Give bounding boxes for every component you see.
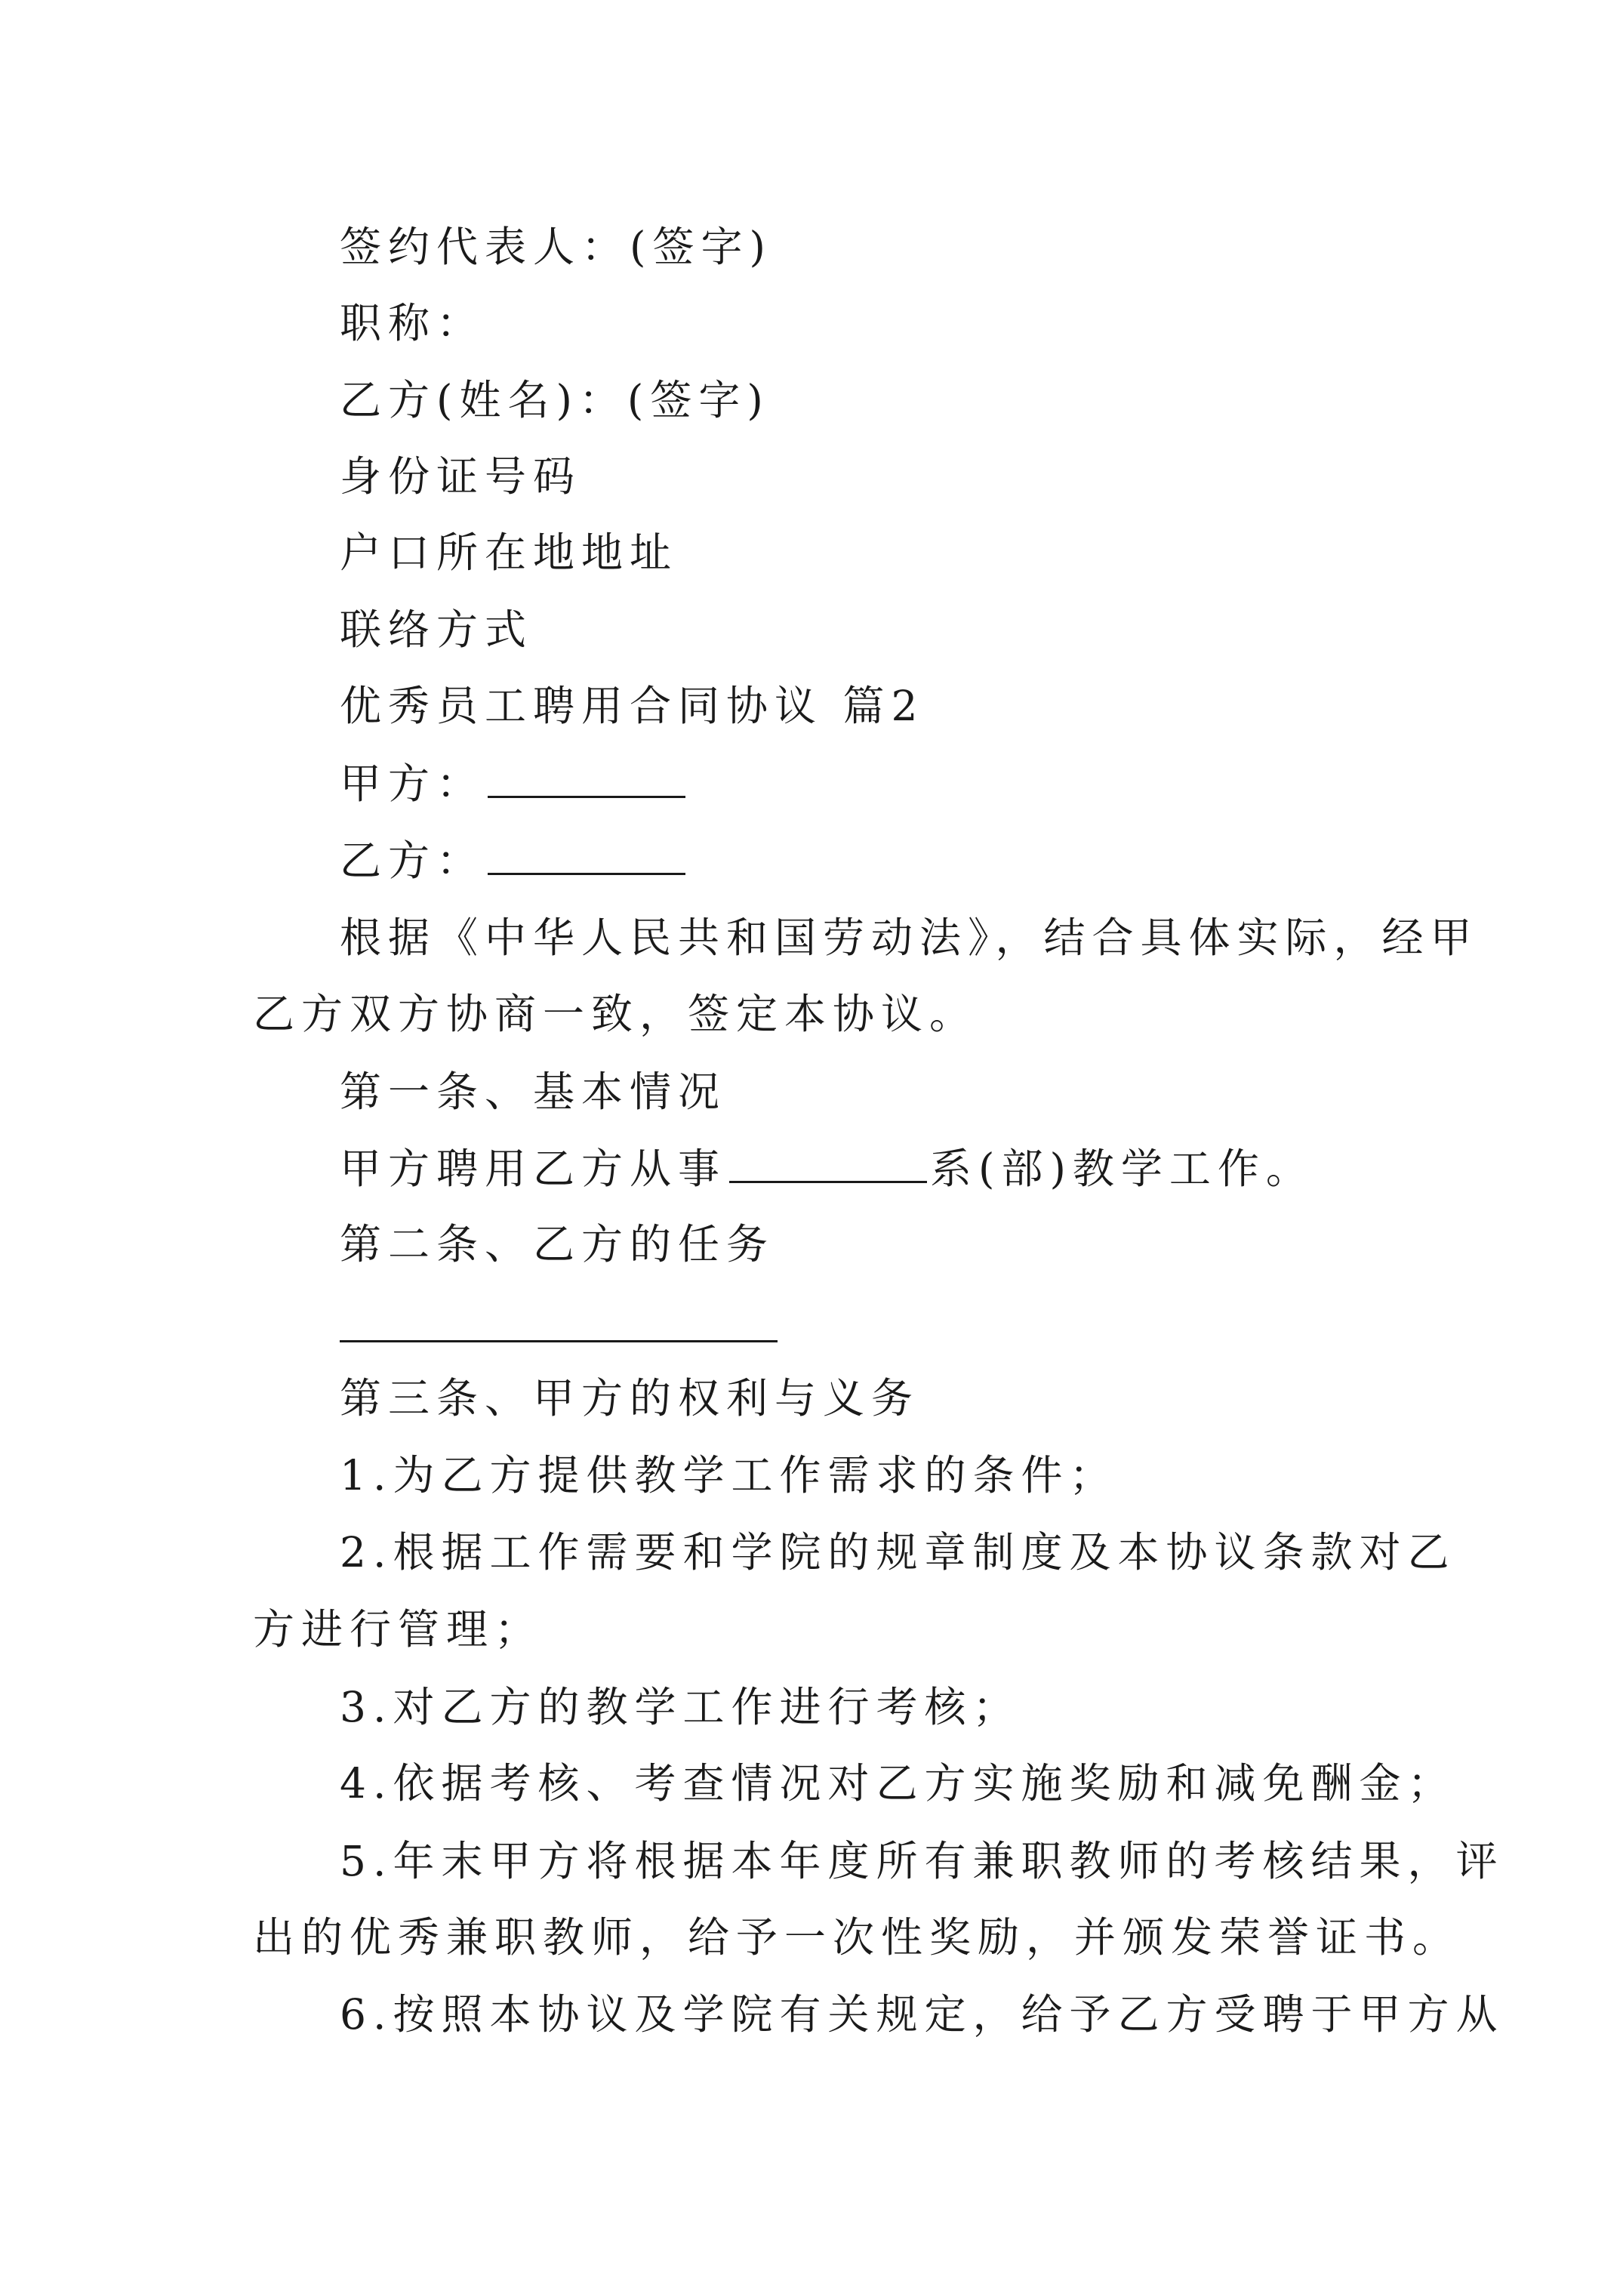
party-a-label: 甲方： xyxy=(340,760,485,808)
department-blank xyxy=(729,1142,927,1183)
party-b-label: 乙方： xyxy=(340,837,485,885)
intro-line-1: 根据《中华人民共和国劳动法》，结合具体实际，经甲 xyxy=(340,914,1479,962)
article1-body xyxy=(0,1142,1623,1194)
contact-line: 联络方式 xyxy=(340,606,534,654)
article1-post: 系(部)教学工作。 xyxy=(930,1145,1314,1193)
party-b-name-line: 乙方(姓名)：(签字) xyxy=(340,376,770,424)
item-4: 4.依据考核、考查情况对乙方实施奖励和减免酬金； xyxy=(340,1759,1456,1808)
id-number-line: 身份证号码 xyxy=(340,452,582,501)
job-title-line: 职称： xyxy=(340,299,485,347)
item-2-line-1: 2.根据工作需要和学院的规章制度及本协议条款对乙 xyxy=(340,1528,1456,1576)
item-2-line-2: 方进行管理； xyxy=(253,1605,544,1653)
party-b-blank xyxy=(488,834,685,875)
party-a-line xyxy=(0,757,1623,809)
item-5-line-1: 5.年末甲方将根据本年度所有兼职教师的考核结果，评 xyxy=(340,1837,1504,1885)
item-6-line-1: 6.按照本协议及学院有关规定，给予乙方受聘于甲方从 xyxy=(340,1990,1504,2039)
party-a-blank xyxy=(488,757,685,798)
intro-line-2: 乙方双方协商一致，签定本协议。 xyxy=(253,990,978,1038)
article2-blank-line xyxy=(340,1340,778,1342)
article3-title: 第三条、甲方的权利与义务 xyxy=(340,1374,920,1422)
item-1: 1.为乙方提供教学工作需求的条件； xyxy=(340,1451,1118,1499)
article1-pre: 甲方聘用乙方从事 xyxy=(340,1145,727,1193)
signer-line: 签约代表人：(签字) xyxy=(340,223,772,271)
item-5-line-2: 出的优秀兼职教师，给予一次性奖励，并颁发荣誉证书。 xyxy=(253,1913,1461,1962)
article2-title: 第二条、乙方的任务 xyxy=(340,1220,775,1268)
article1-title: 第一条、基本情况 xyxy=(340,1068,727,1116)
hukou-address-line: 户口所在地地址 xyxy=(340,529,679,577)
item-3: 3.对乙方的教学工作进行考核； xyxy=(340,1683,1021,1731)
section-heading: 优秀员工聘用合同协议 篇2 xyxy=(340,682,925,730)
party-b-line xyxy=(0,834,1623,886)
